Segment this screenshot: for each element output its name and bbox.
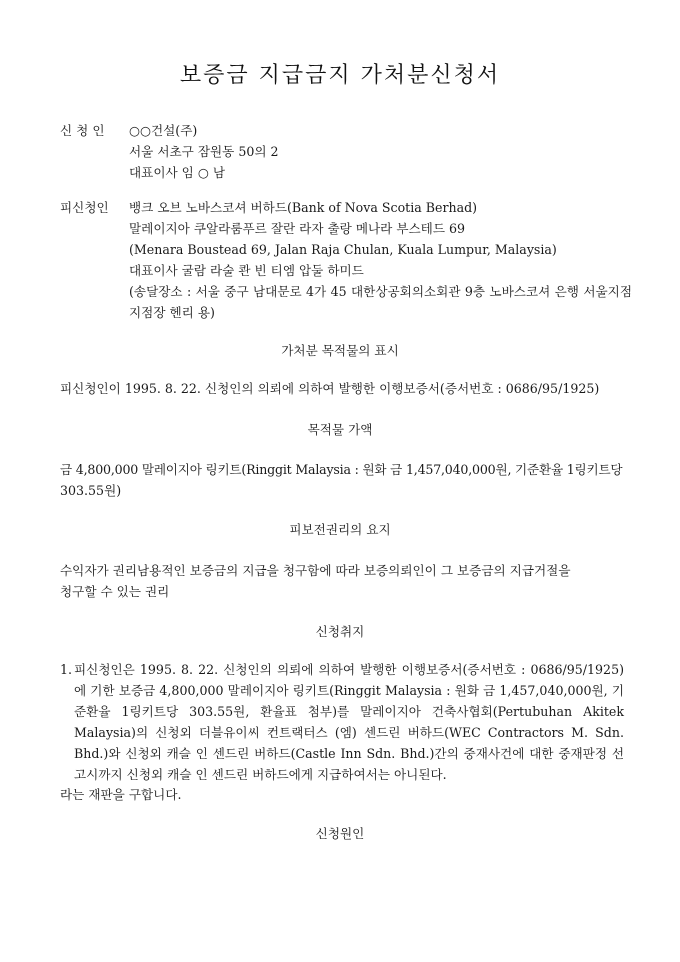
respondent-name: 뱅크 오브 노바스코셔 버하드(Bank of Nova Scotia Berhad) — [129, 200, 478, 215]
value-heading: 목적물 가액 — [307, 422, 373, 437]
respondent-role-label: 피신청인 — [60, 200, 109, 215]
target-description — [60, 378, 624, 399]
value-description — [60, 459, 624, 501]
right-text-line-2: 청구할 수 있는 권리 — [60, 584, 170, 599]
applicant-address: 서울 서초구 잠원동 50의 2 — [129, 144, 279, 159]
applicant-details — [129, 120, 632, 183]
purpose-item-text: 피신청인은 1995. 8. 22. 신청인의 의뢰에 의하여 발행한 이행보증서(증서번호 : 0686/95/1925)에 기한 보증금 4,800,000 말레이지아 링키트(Ringgit Malaysia : 원화 금 1,457,040,000원, 기준환율 1링키트당 303.55원, 환율표 첨부)를 말레이지아 건축사협회(Pertubuhan Akitek Malaysia)의 신청외 더블유이씨 컨트랙터스 (엠) 센드린 버하드(WEC Contractors M. Sdn. Bhd.)와 신청외 캐슬 인 센드린 버하드(Castle Inn Sdn. Bhd.)간의 중재사건에 대한 중재판정 선고시까지 신청외 캐슬 인 센드린 버하드에게 지급하여서는 아니된다. — [74, 662, 624, 782]
purpose-heading: 신청취지 — [315, 624, 365, 639]
purpose-closing: 라는 재판을 구합니다. — [60, 787, 182, 802]
reason-heading: 신청원인 — [315, 826, 365, 841]
respondent-address-english: (Menara Boustead 69, Jalan Raja Chulan, Kuala Lumpur, Malaysia) — [129, 242, 557, 257]
respondent-details — [129, 197, 632, 323]
document-title: 보증금 지급금지 가처분신청서 — [179, 63, 501, 88]
respondent-address-korean: 말레이지아 쿠알라룸푸르 잘란 라자 출랑 메나라 부스테드 69 — [129, 221, 466, 236]
applicant-name: ○○건설(주) — [129, 123, 198, 138]
target-heading: 가처분 목적물의 표시 — [281, 343, 399, 358]
right-description — [60, 560, 624, 602]
value-text-line-2: 303.55원) — [60, 483, 122, 498]
respondent-representative: 대표이사 굴람 라술 콴 빈 티엠 압둘 하미드 — [129, 263, 364, 278]
purpose-item-number: 1. — [60, 662, 73, 677]
value-text-line-1: 금 4,800,000 말레이지아 링키트(Ringgit Malaysia : 원화 금 1,457,040,000원, 기준환율 1링키트당 — [60, 462, 623, 477]
right-heading: 피보전권리의 요지 — [289, 522, 391, 537]
target-text: 피신청인이 1995. 8. 22. 신청인의 의뢰에 의하여 발행한 이행보증서(증서번호 : 0686/95/1925) — [60, 381, 600, 396]
right-text-line-1: 수익자가 권리남용적인 보증금의 지급을 청구함에 따라 보증의뢰인이 그 보증금의 지급거절을 — [60, 563, 571, 578]
respondent-service-address: (송달장소 : 서울 중구 남대문로 4가 45 대한상공회의소회관 9층 노바스코셔 은행 서울지점 지점장 헨리 용) — [129, 284, 632, 320]
applicant-representative: 대표이사 임 ○ 남 — [129, 165, 225, 180]
applicant-role-label: 신 청 인 — [60, 123, 105, 138]
